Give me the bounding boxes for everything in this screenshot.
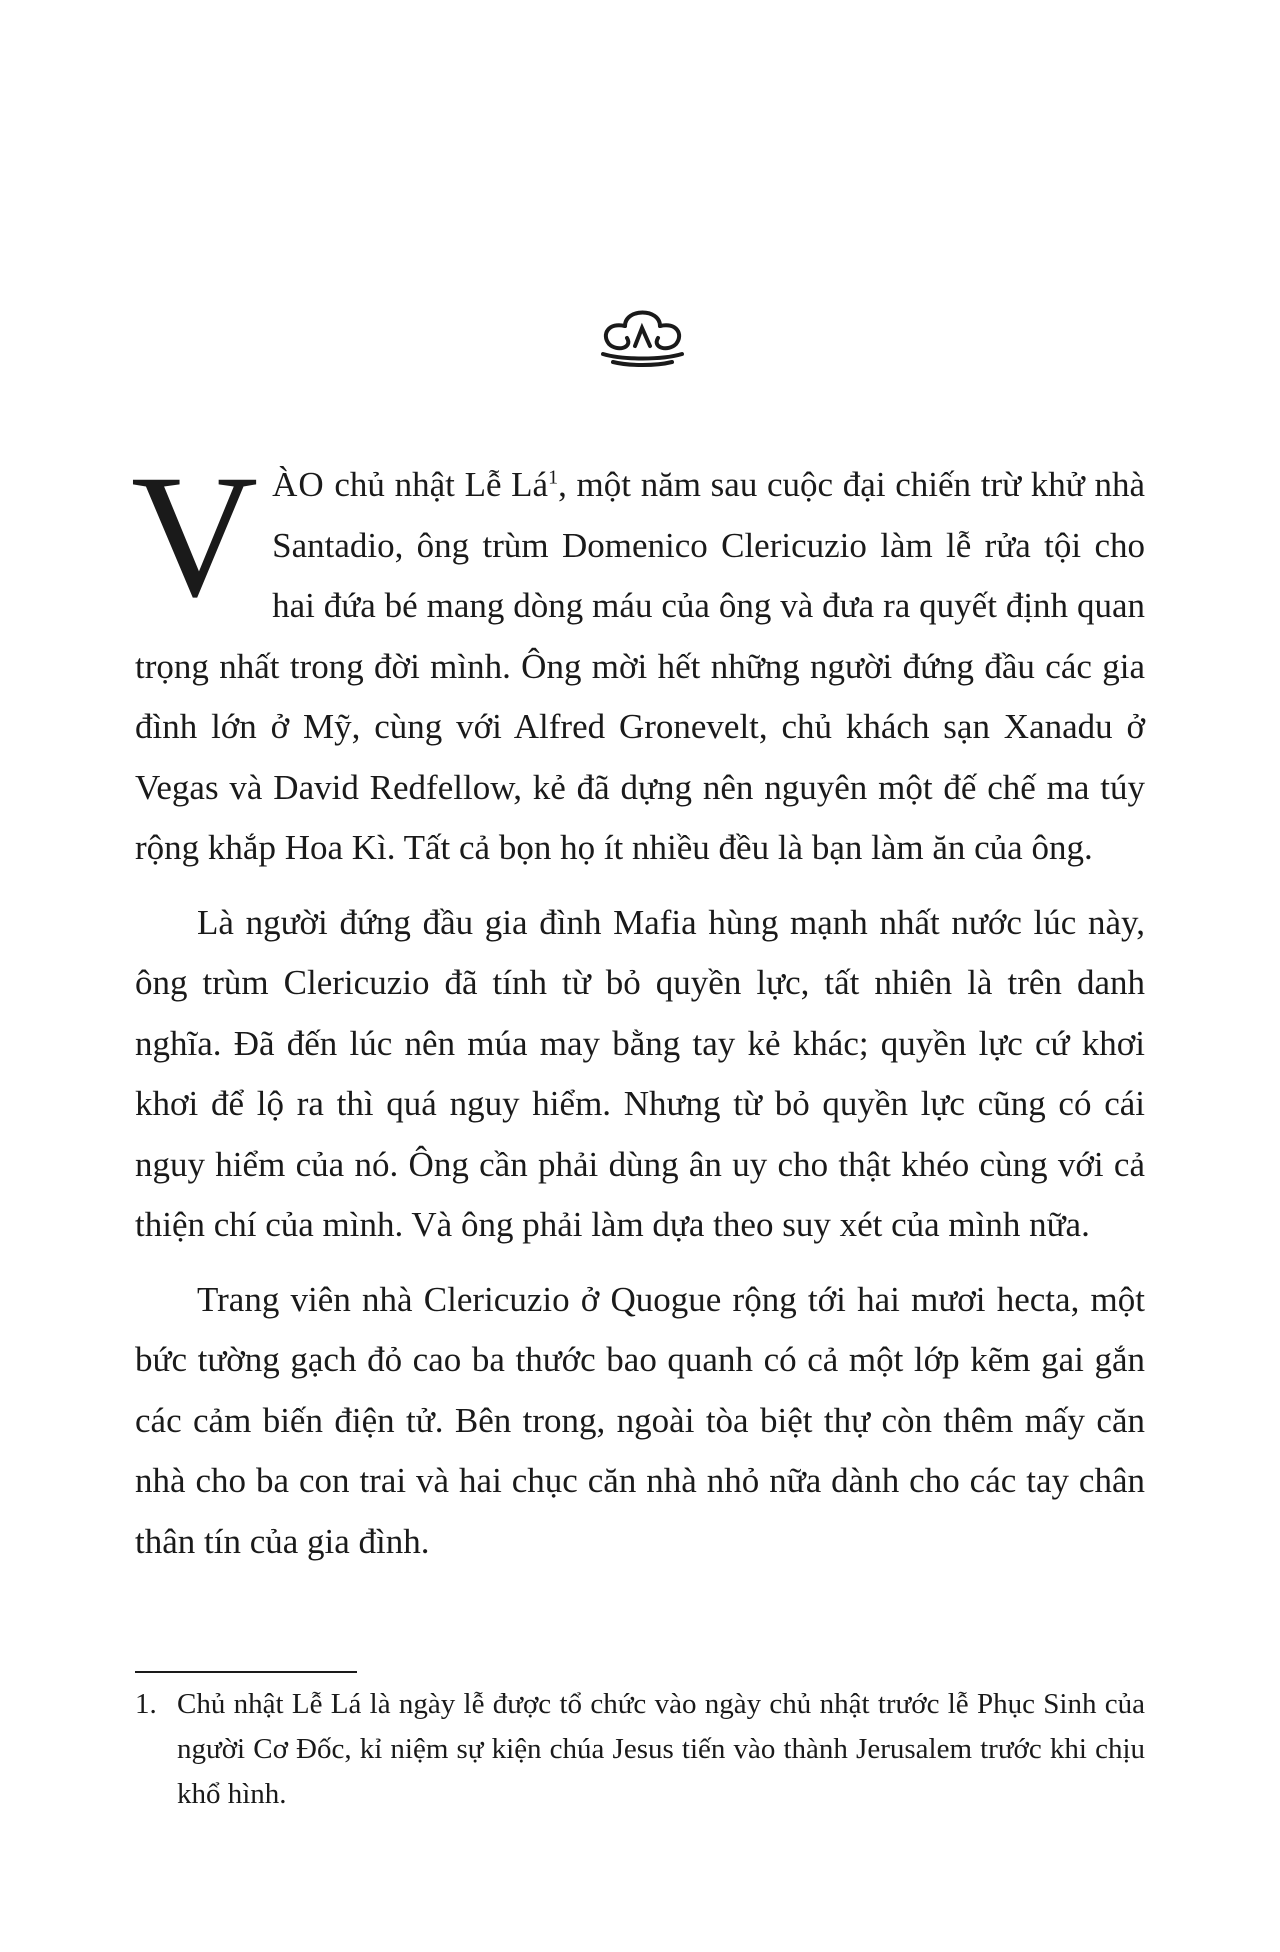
footnote-number: 1. <box>135 1688 157 1720</box>
footnote-reference[interactable]: 1 <box>548 466 559 489</box>
footnote <box>135 1682 1145 1817</box>
paragraph-1-text-b: , một năm sau cuộc đại chiến trừ khử nhà Santadio, ông trùm Domenico Clericuzio làm lễ rửa tội cho hai đứa bé mang dòng máu của ông và đưa ra quyết định quan trọng nhất trong đời mình. Ông mời hết những người đứng đầu các gia đình lớn ở Mỹ, cùng với Alfred Gronevelt, chủ khách sạn Xanadu ở Vegas và David Redfellow, kẻ đã dựng nên nguyên một đế chế ma túy rộng khắp Hoa Kì. Tất cả bọn họ ít nhiều đều là bạn làm ăn của ông. <box>135 465 1146 867</box>
paragraph-3: Trang viên nhà Clericuzio ở Quogue rộng tới hai mươi hecta, một bức tường gạch đỏ cao ba thước bao quanh có cả một lớp kẽm gai gắn các cảm biến điện tử. Bên trong, ngoài tòa biệt thự còn thêm mấy căn nhà cho ba con trai và hai chục căn nhà nhỏ nữa dành cho các tay chân thân tín của gia đình. <box>135 1279 1145 1561</box>
footnote-text: Chủ nhật Lễ Lá là ngày lễ được tổ chức vào ngày chủ nhật trước lễ Phục Sinh của người Cơ Đốc, kỉ niệm sự kiện chúa Jesus tiến vào thành Jerusalem trước khi chịu khổ hình. <box>177 1688 1145 1810</box>
first-word: ÀO <box>272 465 325 504</box>
paragraph-1-text-a: chủ nhật Lễ Lá <box>324 465 549 504</box>
flourish-ornament-icon <box>595 294 690 374</box>
footnote-divider <box>135 1671 357 1673</box>
drop-cap: V <box>131 439 259 634</box>
paragraph-2: Là người đứng đầu gia đình Mafia hùng mạnh nhất nước lúc này, ông trùm Clericuzio đã tính từ bỏ quyền lực, tất nhiên là trên danh nghĩa. Đã đến lúc nên múa may bằng tay kẻ khác; quyền lực cứ khơi khơi để lộ ra thì quá nguy hiểm. Nhưng từ bỏ quyền lực cũng có cái nguy hiểm của nó. Ông cần phải dùng ân uy cho thật khéo cùng với cả thiện chí của mình. Và ông phải làm dựa theo suy xét của mình nữa. <box>135 902 1145 1244</box>
chapter-body <box>131 439 1146 1572</box>
paragraph-1 <box>131 439 1146 879</box>
